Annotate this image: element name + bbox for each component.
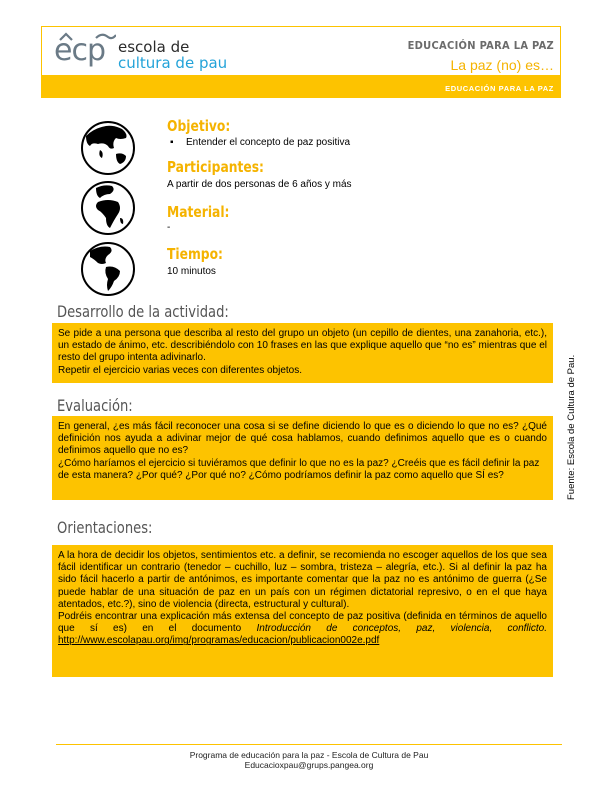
logo-text-line2: cultura de pau [118,54,228,72]
orientaciones-box [52,545,553,677]
material-heading: Material: [167,203,230,221]
desarrollo-heading: Desarrollo de la actividad: [57,302,229,321]
participantes-text: A partir de dos personas de 6 años y más [167,179,352,190]
evaluacion-paragraph-1: En general, ¿es más fácil reconocer una cosa si se define diciendo lo que es o diciendo lo que no es? ¿Qué definición nos ayuda a adivinar mejor de qué cosa hablamos, cuando definimos aquello que es o cuando definimos aquello que no es? [58,421,547,457]
escola-de-cultura-de-pau-logo [54,31,244,75]
desarrollo-box [52,323,553,383]
logo-accent-icon [56,32,116,42]
globe-asia-australia-icon [80,120,136,176]
globe-africa-europe-icon [80,180,136,236]
objetivo-item: ▪ Entender el concepto de paz positiva [170,137,350,149]
tiempo-text: 10 minutos [167,266,216,277]
publication-link[interactable]: http://www.escolapau.org/img/programas/educacion/publicacion002e.pdf [58,635,380,647]
orientaciones-paragraph-1: A la hora de decidir los objetos, sentimientos etc. a definir, se recomienda no escoger aquellos de los que sea fácil identificar un contrario (tenedor – cuchillo, luz – sombra, tristeza – alegría, etc.). Si al definir la paz ha sido fácil hacerlo a partir de antónimos, es importante comentar que la paz no es antónimo de guerra (¿Se puede hablar de una situación de paz en un país con un régimen dictatorial represivo, o en el que haya atentados, etc.?), sino de violencia (directa, estructural y cultural). [58,550,547,610]
orientaciones-heading: Orientaciones: [57,518,153,537]
tiempo-heading: Tiempo: [167,245,223,263]
header-band-text: EDUCACIÓN PARA LA PAZ [445,84,554,93]
orientaciones-paragraph-2-intro: Podréis encontrar una explicación más extensa del concepto de paz positiva (definida en términos de aquello que sí es) en el documento [58,611,547,635]
participantes-heading: Participantes: [167,158,264,176]
page-footer [56,750,562,770]
header-title: EDUCACIÓN PARA LA PAZ [407,39,554,52]
document-title: Introducción de conceptos, paz, violencia, conflicto. [256,623,547,635]
desarrollo-paragraph-2: Repetir el ejercicio varias veces con diferentes objetos. [58,364,303,376]
page-header [41,26,561,98]
objetivo-heading: Objetivo: [167,117,231,135]
evaluacion-box [52,416,553,500]
evaluacion-paragraph-2: ¿Cómo haríamos el ejercicio si tuviéramos que definir lo que no es la paz? ¿Creéis que es fácil definir la paz de esta manera? ¿Por qué? ¿Por qué no? ¿Cómo podríamos definir la paz como aquello que SÍ es? [58,457,540,481]
footer-email: Educacioxpau@grups.pangea.org [244,760,374,770]
logo-mark: ecp [54,33,105,68]
logo-text-line1: escola de [118,38,190,56]
globe-americas-icon [80,241,136,297]
desarrollo-paragraph-1: Se pide a una persona que describa al resto del grupo un objeto (un cepillo de dientes, una zanahoria, etc.), un estado de ánimo, etc. describiéndolo con 10 frases en las que explique aquello que “no es” mientras que el resto del grupo intenta adivinarlo. [58,328,547,364]
footer-line-1: Programa de educación para la paz - Escola de Cultura de Pau [189,750,429,760]
header-subtitle: La paz (no) es… [450,57,554,73]
source-note: Fuente: Escola de Cultura de Pau. [566,354,577,500]
footer-divider [56,744,562,745]
material-text: - [167,222,171,233]
header-band [42,75,560,97]
orientaciones-paragraph-2 [58,611,547,648]
evaluacion-heading: Evaluación: [57,396,133,415]
